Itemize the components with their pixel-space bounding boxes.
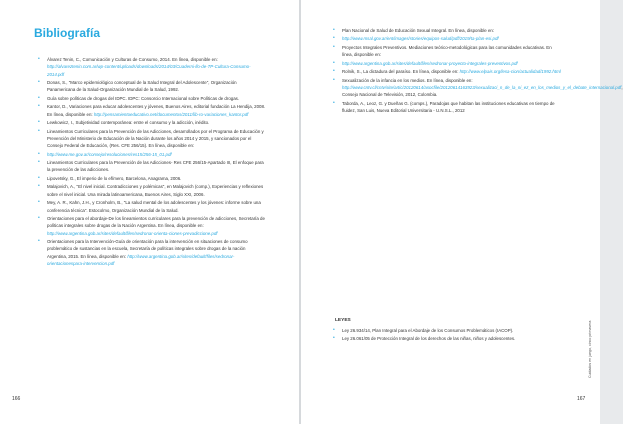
ref-text: Mey, A. R., Kahn, J.H., y Cronholm, B., "La salud mental de los adolescentes y los jóvenes: informe sobre una conferencia técnica". Estocolmo, Organización Mundial de la Salud. bbox=[47, 200, 261, 213]
ref-text: Rolnik, S., La dictadura del paraíso. En línea, disponible en: bbox=[342, 69, 459, 75]
laws-heading: LEYES bbox=[335, 318, 351, 323]
list-item bbox=[38, 183, 266, 198]
list-item bbox=[38, 199, 266, 214]
bullet-icon: • bbox=[38, 94, 40, 101]
list-item bbox=[38, 175, 266, 182]
bullet-icon: • bbox=[38, 215, 40, 221]
ref-link[interactable]: http://www.argentina.gob.ar/sites/default/files/sedronar-orientacionespara-intervencion.pdf bbox=[47, 253, 235, 266]
bullet-icon: • bbox=[38, 238, 40, 245]
ref-text: Malajovich, A., "El nivel inicial. Contradicciones y polémicas", en Malajovich (comp.), Experiencias y reflexiones sobre el nivel inicial. Una mirada latinoamericana, Buenos Aires, Siglo XXI, 2006. bbox=[47, 184, 264, 197]
page-number-left: 166 bbox=[12, 396, 21, 402]
list-item bbox=[38, 159, 266, 174]
bullet-icon: • bbox=[38, 79, 40, 86]
law-text: Ley 26.934/14, Plan Integral para el Abordaje de los Consumos Problemáticos (IACOP). bbox=[342, 328, 514, 333]
list-item bbox=[333, 327, 563, 334]
bullet-icon: • bbox=[38, 119, 40, 126]
ref-text: Kantor, D., Variaciones para educar adolescentes y jóvenes, Buenos Aires, editorial fundación La Hendija, 2008. En línea, disponible en: bbox=[47, 104, 266, 117]
ref-link[interactable]: http://www.argentina.gob.ar/sites/default/files/sedronar-proyecto-integrales-preventivos.pdf bbox=[342, 60, 518, 66]
list-item bbox=[38, 119, 266, 126]
list-item bbox=[333, 100, 563, 115]
bullet-icon: • bbox=[38, 174, 40, 181]
bullet-icon: • bbox=[38, 56, 40, 62]
ref-link[interactable]: http://pensamientoeducativo.net/documentos/2011/lib-ro-variaciones_kantor.pdf bbox=[93, 111, 249, 117]
ref-text: Lineamientos Curriculares para la Prevención de las Adicciones- Res CFE 256/15-Apartado III, El enfoque para la prevención de las adicciones. bbox=[47, 160, 264, 173]
bullet-icon: • bbox=[333, 35, 335, 42]
bullet-icon: • bbox=[333, 59, 335, 66]
bullet-icon: • bbox=[38, 159, 40, 166]
list-item bbox=[333, 335, 563, 342]
list-item bbox=[38, 95, 266, 102]
list-item bbox=[333, 27, 563, 34]
ref-text: Lineamientos Curriculares para la Prevención de las Adicciones, desarrollados por el Programa de Educación y Prevención del Ministerio de Educación de la Nación durante los años 2014 y 2015, y sancionados por el Consejo Federal de Educación, (Res. CFE 256/15). En línea, disponible en: bbox=[47, 128, 264, 149]
ref-text: , Consejo Nacional de Televisión, 2012, Colombia. bbox=[342, 85, 623, 98]
bullet-icon: • bbox=[333, 43, 335, 50]
list-item bbox=[38, 215, 266, 237]
ref-text: Plan Nacional de Salud de Educación Sexual Integral. En línea, disponible en: bbox=[342, 28, 495, 33]
ref-link[interactable]: http://www.cntv.cl/cntv/site/artic/20120614/asocfile/20120614163923/sexualizaci_n_de_la_ni_ez_en_los_medios_y_el_debate_internacional.pdf bbox=[342, 85, 622, 91]
bullet-icon: • bbox=[333, 27, 335, 33]
ref-text: Orientaciones para el abordaje-De los lineamientos curriculares para la prevención de adicciones, Secretaría de políticas integrales sobre drogas de la Nación Argentina. En línea, disponible en: bbox=[47, 216, 265, 229]
list-item bbox=[38, 151, 266, 158]
list-item bbox=[38, 103, 266, 118]
bullet-icon: • bbox=[38, 183, 40, 190]
ref-text: Donas, S., "Marco epidemiológico conceptual de la Salud Integral del Adolescente", Organización Panamericana de la Salud-Organización Mundial de la Salud, 1992. bbox=[47, 80, 237, 93]
ref-text: Lipovetsky, G., El imperio de lo efímero, Barcelona, Anagrama, 2006. bbox=[47, 175, 182, 181]
bullet-icon: • bbox=[333, 99, 335, 106]
list-item bbox=[333, 44, 563, 59]
list-item bbox=[38, 128, 266, 150]
list-item bbox=[38, 79, 266, 94]
list-item bbox=[38, 56, 266, 78]
law-text: Ley 26.061/05 de Protección Integral de los derechos de las niñas, niños y adolescentes. bbox=[342, 336, 516, 342]
bullet-icon: • bbox=[38, 127, 40, 134]
bullet-icon: • bbox=[38, 150, 40, 157]
laws-list bbox=[333, 327, 563, 344]
ref-link[interactable]: http://www.argentina.gob.ar/sites/default/files/sedronar-orienta-ciones-prevadiccione.pdf bbox=[47, 230, 218, 236]
list-item bbox=[38, 238, 266, 267]
list-item bbox=[333, 60, 563, 67]
bullet-icon: • bbox=[333, 335, 335, 342]
ref-text: Sexualización de la infancia en los medios. En línea, disponible en: bbox=[342, 77, 473, 83]
bibliography-list-left bbox=[38, 56, 266, 268]
ref-text: Álvarez Tenin, C., Comunicación y Culturas de Consumo, 2014. En línea, disponible en: bbox=[47, 57, 218, 62]
bullet-icon: • bbox=[333, 68, 335, 75]
ref-text: Guía sobre políticas de drogas del IDPC. IDPC: Consorcio Internacional sobre Políticas de drogas. bbox=[47, 95, 240, 101]
section-title: Bibliografía bbox=[34, 26, 101, 40]
ref-text: Taborda, A., Leoz, G. y Dueñas G. (comps.), Paradojas que habitan las instituciones educativas en tiempo de fluidez, San Luis, Nueva Editorial Universitaria - U.N.S.L., 2012 bbox=[342, 100, 555, 114]
ref-link[interactable]: http://www.me.gov.ar/consejo/resoluciones/res15/256-15_01.pdf bbox=[47, 151, 172, 157]
list-item bbox=[333, 76, 623, 99]
ref-link[interactable]: http://www.elpais.org/lesa-cion/actualidad/1992.html bbox=[459, 69, 561, 75]
ref-text: Lewkowicz, I., Subjetividad contemporánea: entre el consumo y la adicción, inédito. bbox=[47, 120, 210, 126]
bullet-icon: • bbox=[333, 327, 335, 333]
bullet-icon: • bbox=[38, 103, 40, 110]
page-number-right: 167 bbox=[577, 396, 586, 402]
running-side-title: Cuidados en juego, cinco primavera bbox=[588, 320, 592, 378]
bibliography-list-right bbox=[333, 27, 623, 116]
bullet-icon: • bbox=[333, 76, 335, 83]
ref-link[interactable]: http://www.msal.gov.ar/ent/images/stories/equipos-salud/pdf/2019/ta-plan-esi.pdf bbox=[342, 36, 499, 42]
ref-text: Proyectos Integrales Preventivos. Mediaciones teórico-metodológicas para las comunidades educativas. En línea, disponible en: bbox=[342, 44, 552, 58]
ref-link[interactable]: http://alvareztenin.com.ar/wp-content/uploads/downloads/2014/03/Cuaderni-llo-de-TP-Cultura-Consumo-2014.pdf bbox=[47, 64, 251, 77]
bullet-icon: • bbox=[38, 199, 40, 206]
ref-text: Orientaciones para la Intervención-Guía de orientación para la intervención en situaciones de consumo problemático de sustancias en la escuela, Secretaría de políticas integrales sobre drogas de la nación Argentina, 2015. En línea, disponible en: bbox=[47, 239, 248, 259]
list-item bbox=[333, 35, 563, 42]
list-item bbox=[333, 68, 563, 75]
